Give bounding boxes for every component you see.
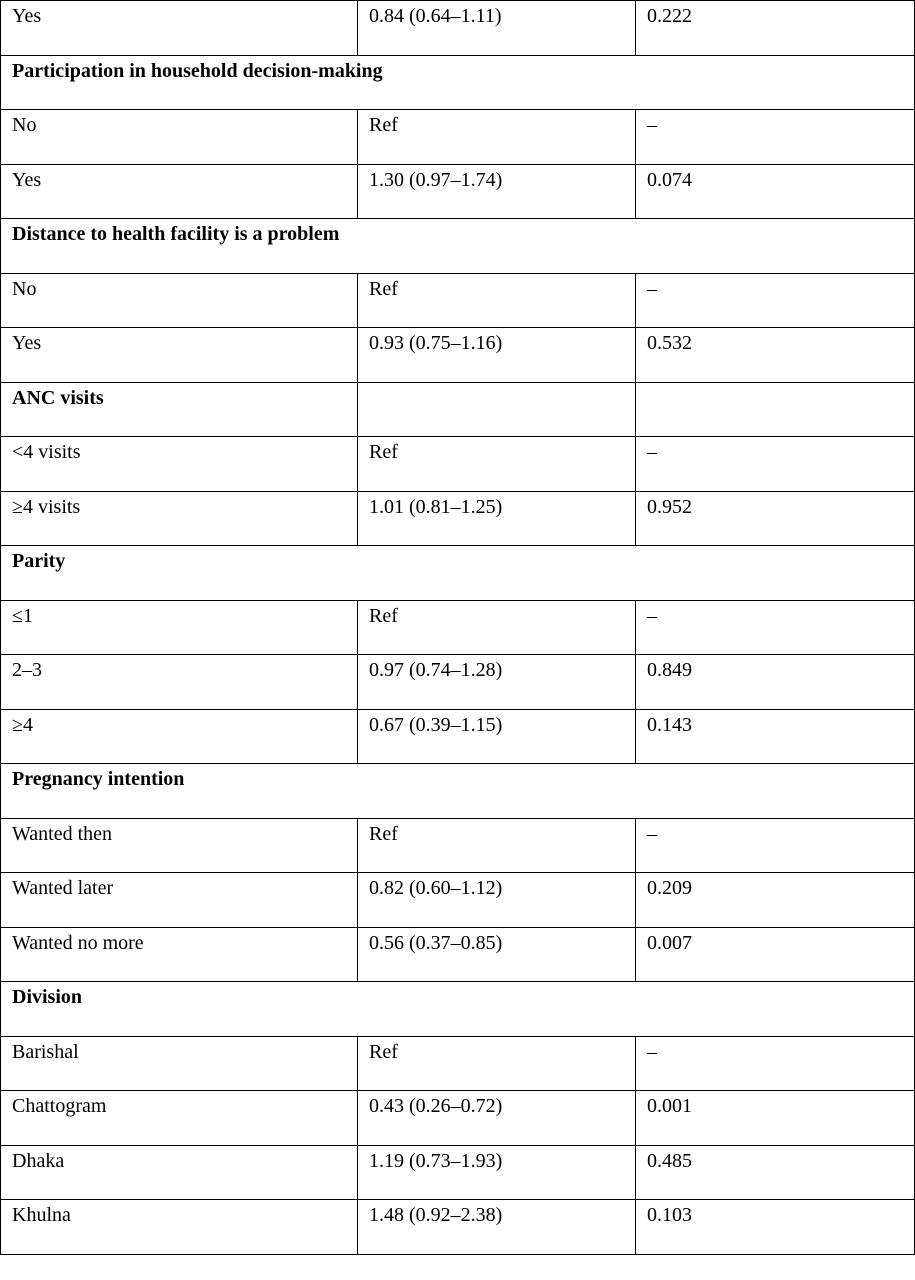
table-row (1, 491, 915, 546)
p-value-cell: 0.485 (636, 1145, 915, 1200)
table-row (1, 818, 915, 873)
section-header-row (1, 219, 915, 274)
odds-ratio-cell: 0.43 (0.26–0.72) (358, 1091, 636, 1146)
p-value-cell: – (636, 273, 915, 328)
category-cell: Wanted later (1, 873, 358, 928)
p-value-cell: – (636, 600, 915, 655)
category-cell: Wanted no more (1, 927, 358, 982)
p-value-cell: 0.103 (636, 1200, 915, 1255)
section-header-row (1, 546, 915, 601)
section-header-label: Parity (1, 546, 915, 601)
category-cell: Dhaka (1, 1145, 358, 1200)
empty-cell (358, 382, 636, 437)
p-value-cell: – (636, 818, 915, 873)
table-row (1, 164, 915, 219)
p-value-cell: – (636, 1036, 915, 1091)
odds-ratio-cell: Ref (358, 273, 636, 328)
table-row (1, 927, 915, 982)
odds-ratio-cell: 1.01 (0.81–1.25) (358, 491, 636, 546)
table-row (1, 437, 915, 492)
p-value-cell: – (636, 437, 915, 492)
odds-ratio-cell: 1.30 (0.97–1.74) (358, 164, 636, 219)
odds-ratio-cell: 0.97 (0.74–1.28) (358, 655, 636, 710)
category-cell: Wanted then (1, 818, 358, 873)
odds-ratio-cell: Ref (358, 1036, 636, 1091)
odds-ratio-cell: 0.82 (0.60–1.12) (358, 873, 636, 928)
odds-ratio-cell: 1.48 (0.92–2.38) (358, 1200, 636, 1255)
table-row (1, 600, 915, 655)
p-value-cell: 0.532 (636, 328, 915, 383)
p-value-cell: 0.001 (636, 1091, 915, 1146)
section-header-label: Pregnancy intention (1, 764, 915, 819)
section-header-row (1, 382, 915, 437)
section-header-row (1, 982, 915, 1037)
category-cell: 2–3 (1, 655, 358, 710)
category-cell: Khulna (1, 1200, 358, 1255)
table-row (1, 709, 915, 764)
category-cell: ≥4 (1, 709, 358, 764)
table-row (1, 328, 915, 383)
p-value-cell: 0.143 (636, 709, 915, 764)
table-row (1, 273, 915, 328)
category-cell: ≥4 visits (1, 491, 358, 546)
category-cell: No (1, 273, 358, 328)
section-header-label: Division (1, 982, 915, 1037)
odds-ratio-cell: 0.84 (0.64–1.11) (358, 1, 636, 56)
section-header-label: Distance to health facility is a problem (1, 219, 915, 274)
empty-cell (636, 382, 915, 437)
section-header-row (1, 764, 915, 819)
odds-ratio-cell: 0.67 (0.39–1.15) (358, 709, 636, 764)
table-row (1, 110, 915, 165)
table-row (1, 655, 915, 710)
category-cell: <4 visits (1, 437, 358, 492)
odds-ratio-cell: Ref (358, 600, 636, 655)
section-header-row (1, 55, 915, 110)
results-table-body (1, 1, 915, 1255)
p-value-cell: 0.209 (636, 873, 915, 928)
section-header-label: ANC visits (1, 382, 358, 437)
category-cell: No (1, 110, 358, 165)
p-value-cell: 0.952 (636, 491, 915, 546)
category-cell: Yes (1, 164, 358, 219)
table-row (1, 1, 915, 56)
table-row (1, 1036, 915, 1091)
table-row (1, 873, 915, 928)
p-value-cell: – (636, 110, 915, 165)
p-value-cell: 0.222 (636, 1, 915, 56)
p-value-cell: 0.849 (636, 655, 915, 710)
category-cell: Barishal (1, 1036, 358, 1091)
p-value-cell: 0.074 (636, 164, 915, 219)
table-row (1, 1145, 915, 1200)
odds-ratio-cell: 0.56 (0.37–0.85) (358, 927, 636, 982)
table-row (1, 1091, 915, 1146)
category-cell: ≤1 (1, 600, 358, 655)
odds-ratio-cell: Ref (358, 437, 636, 492)
p-value-cell: 0.007 (636, 927, 915, 982)
odds-ratio-cell: 1.19 (0.73–1.93) (358, 1145, 636, 1200)
category-cell: Yes (1, 328, 358, 383)
table-row (1, 1200, 915, 1255)
category-cell: Chattogram (1, 1091, 358, 1146)
odds-ratio-cell: Ref (358, 110, 636, 165)
category-cell: Yes (1, 1, 358, 56)
section-header-label: Participation in household decision-making (1, 55, 915, 110)
odds-ratio-cell: 0.93 (0.75–1.16) (358, 328, 636, 383)
odds-ratio-cell: Ref (358, 818, 636, 873)
